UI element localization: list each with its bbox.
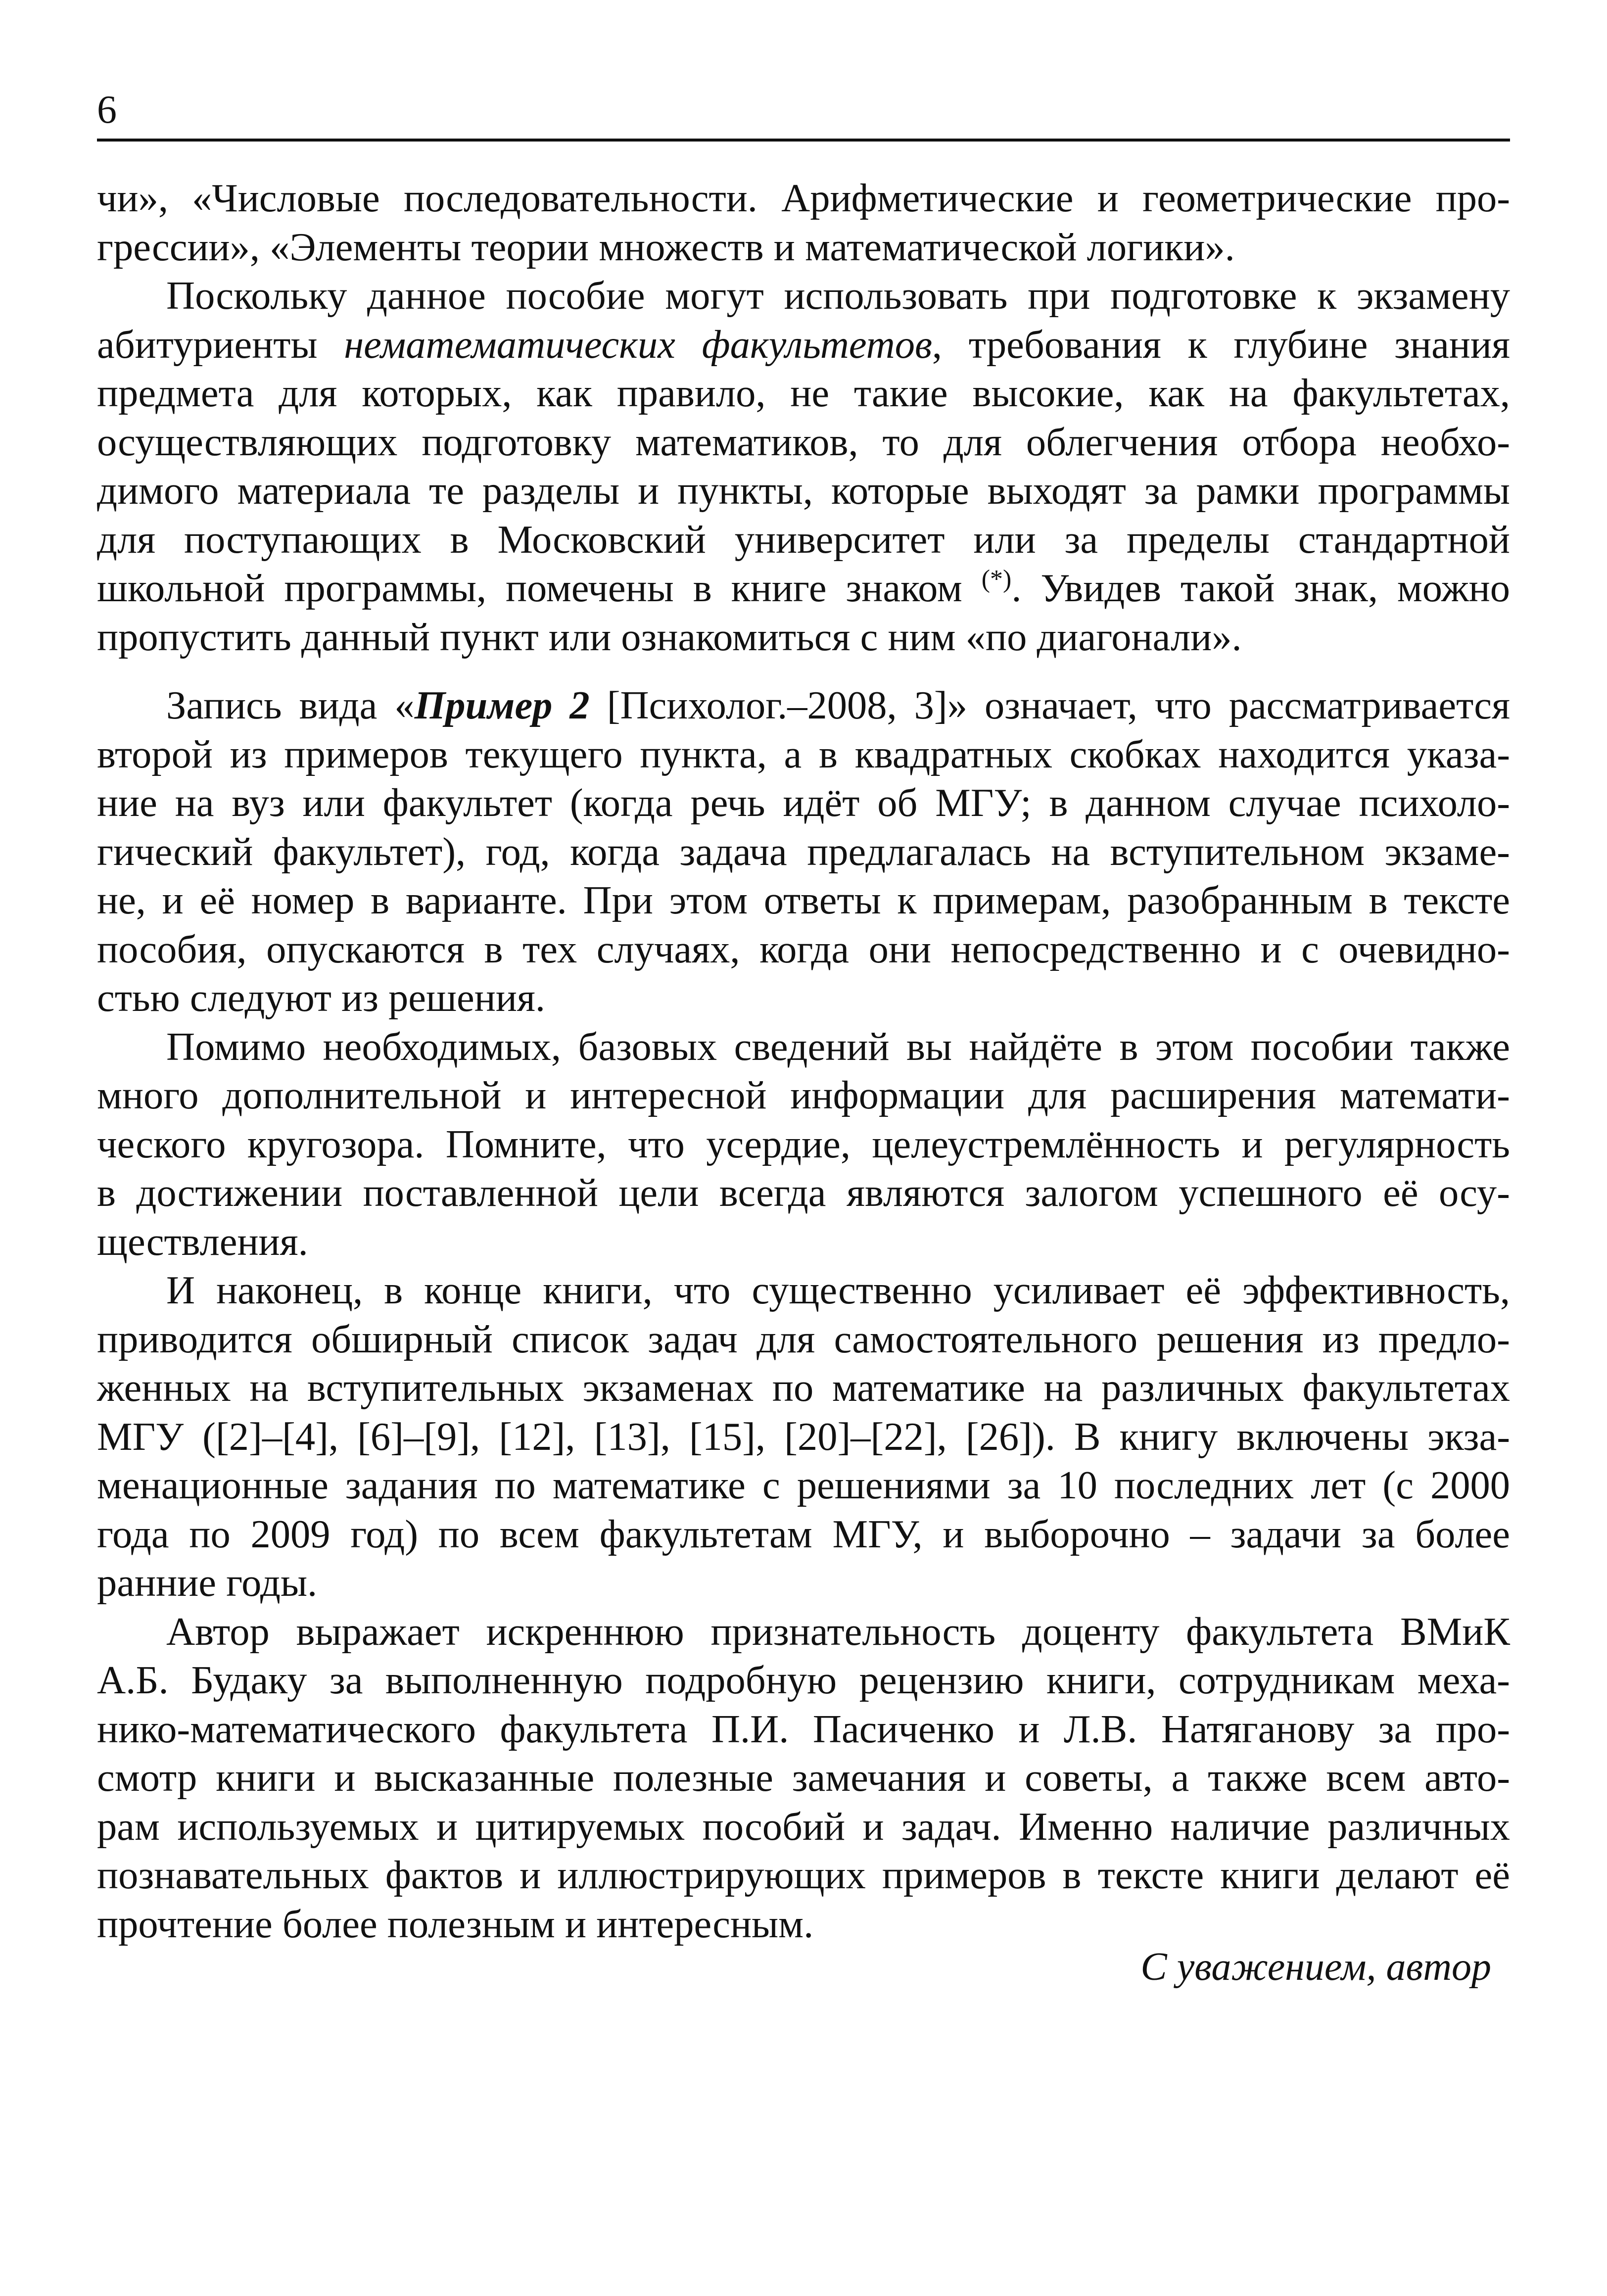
paragraph-2-line-7-b: . Увидев такой знак, можно [1011,566,1510,610]
paragraph-3-line-2: второй из примеров текущего пункта, а в квадратных скобках находится указа- [97,732,1510,776]
paragraph-2-line-7 [97,564,1510,613]
paragraph-2-line-8: пропустить данный пункт или ознакомиться с ним «по диагонали». [97,615,1242,659]
asterisk-mark: (*) [981,565,1012,593]
paragraph-2-line-1: Поскольку данное пособие могут использовать при подготовке к экзамену [166,274,1510,318]
paragraph-3-line-4: гический факультет), год, когда задача предлагалась на вступительном экзаме- [97,829,1510,874]
paragraph-1-line-2: грессии», «Элементы теории множеств и математической логики». [97,225,1235,269]
paragraph-4-line-3: ческого кругозора. Помните, что усердие, целеустремлённость и регулярность [97,1122,1510,1166]
paragraph-5-line-6: года по 2009 год) по всем факультетам МГУ, и выборочно – задачи за более [97,1512,1510,1556]
paragraph-3-line-1 [97,681,1510,730]
paragraph-5-line-2: приводится обширный список задач для самостоятельного решения из предло- [97,1317,1510,1361]
paragraph-3-line-1-a: Запись вида « [166,683,415,727]
paragraph-2-line-2-b: , требования к глубине знания [932,322,1510,367]
paragraph-5-line-3: женных на вступительных экзаменах по математике на различных факультетах [97,1366,1510,1410]
emphasis-nonmath-faculties: нематематических факультетов [344,322,932,367]
paragraph-1-line-1: чи», «Числовые последовательности. Арифметические и геометрические про- [97,176,1510,220]
paragraph-6-line-2: А.Б. Будаку за выполненную подробную рецензию книги, сотрудникам меха- [97,1658,1510,1702]
paragraph-6-line-3: нико-математического факультета П.И. Пасиченко и Л.В. Натяганову за про- [97,1707,1510,1751]
paragraph-6-line-4: смотр книги и высказанные полезные замечания и советы, а также всем авто- [97,1756,1510,1800]
paragraph-2-line-2-a: абитуриенты [97,322,344,367]
paragraph-2-line-5: димого материала те разделы и пункты, которые выходят за рамки программы [97,469,1510,513]
paragraph-4-line-4: в достижении поставленной цели всегда являются залогом успешного её осу- [97,1171,1510,1215]
paragraph-3-line-1-b: [Психолог.–2008, 3]» означает, что рассматривается [589,683,1510,727]
paragraph-4-line-5: ществления. [97,1219,308,1264]
paragraph-2-line-3: предмета для которых, как правило, не такие высокие, как на факультетах, [97,371,1510,415]
emphasis-example-2: Пример 2 [414,683,590,727]
body-text [97,174,1510,1949]
header-rule [97,139,1510,142]
paragraph-3-line-5: не, и её номер в варианте. При этом ответы к примерам, разобранным в тексте [97,878,1510,922]
paragraph-2-line-2 [97,321,1510,370]
paragraph-6-line-5: рам используемых и цитируемых пособий и задач. Именно наличие различных [97,1804,1510,1849]
signature: С уважением, автор [1140,1945,1491,1989]
paragraph-6-line-7: прочтение более полезным и интересным. [97,1902,814,1946]
paragraph-2-line-4: осуществляющих подготовку математиков, то для облегчения отбора необхо- [97,420,1510,464]
paragraph-3-line-7: стью следуют из решения. [97,976,546,1020]
paragraph-2-line-6: для поступающих в Московский университет или за пределы стандартной [97,517,1510,562]
page-number: 6 [97,88,117,132]
paragraph-6-line-1: Автор выражает искреннюю признательность доценту факультета ВМиК [166,1609,1510,1654]
paragraph-3-line-6: пособия, опускаются в тех случаях, когда они непосредственно и с очевидно- [97,927,1510,971]
paragraph-6-line-6: познавательных фактов и иллюстрирующих примеров в тексте книги делают её [97,1853,1510,1897]
paragraph-5-line-5: менационные задания по математике с решениями за 10 последних лет (с 2000 [97,1463,1510,1507]
paragraph-5-line-7: ранние годы. [97,1561,318,1605]
paragraph-5-line-4: МГУ ([2]–[4], [6]–[9], [12], [13], [15], [20]–[22], [26]). В книгу включены экза- [97,1414,1510,1459]
paragraph-5-line-1: И наконец, в конце книги, что существенно усиливает её эффективность, [166,1268,1510,1312]
paragraph-4-line-2: много дополнительной и интересной информации для расширения математи- [97,1073,1510,1117]
paragraph-4-line-1: Помимо необходимых, базовых сведений вы найдёте в этом пособии также [166,1024,1510,1069]
paragraph-2-line-7-a: школьной программы, помечены в книге знаком [97,566,982,610]
paragraph-3-line-3: ние на вуз или факультет (когда речь идёт об МГУ; в данном случае психоло- [97,781,1510,825]
